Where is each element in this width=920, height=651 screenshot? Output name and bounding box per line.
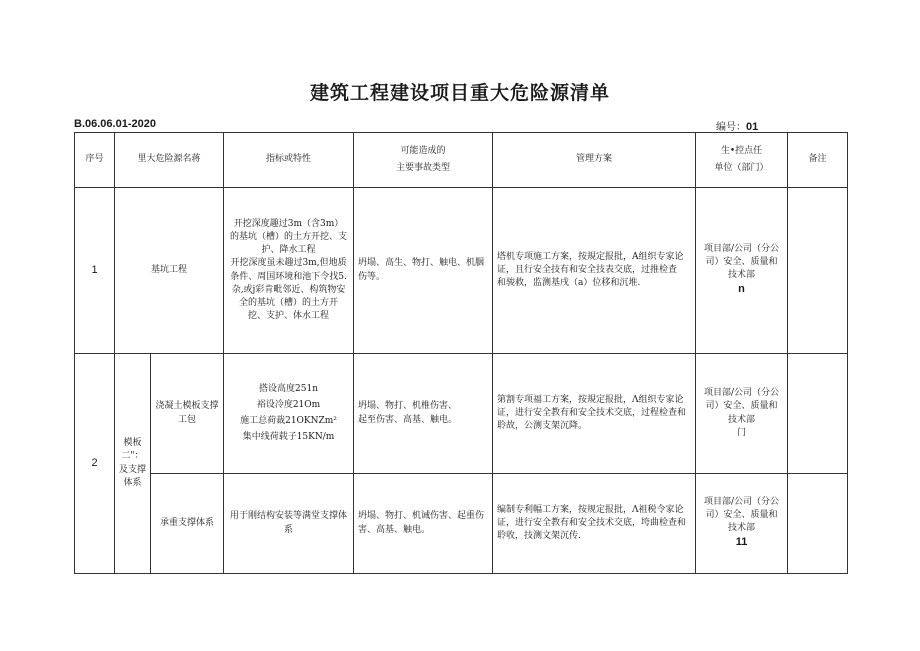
- group-line: 体系: [123, 477, 142, 488]
- control-line: 技术部: [728, 523, 756, 534]
- group-line: 及支撑: [119, 464, 147, 475]
- document-number-value: 01: [746, 121, 759, 133]
- header-control-line-2: 单位（部门）: [714, 163, 769, 173]
- control-line: 项目部/公司（分公: [703, 243, 780, 254]
- header-index: 指标或特性: [224, 133, 354, 188]
- plan-line: 和骏救，监测基戌（a）位移和沉堆.: [497, 278, 641, 289]
- accident-line: 害、高基、触电。: [358, 524, 431, 535]
- name-line: 工包: [178, 414, 197, 425]
- accident-line: 伤等。: [358, 271, 386, 282]
- table-row: [75, 188, 848, 354]
- table-row: [75, 354, 848, 474]
- control-line: 项目部/公司（分公: [703, 388, 780, 399]
- control-line: 司）安全、质量和: [705, 401, 778, 412]
- index-line: 用于刚结构安装等满堂支撑体: [230, 511, 348, 522]
- plan-line: 证，进行安全教有和安全技术交底，垮曲检查和: [497, 517, 687, 528]
- header-remark: 备注: [788, 133, 848, 188]
- plan-line: 第割专项福工方案，按規定报批，Λ组织专家论: [497, 394, 684, 405]
- header-accident-line-1: 可能造成的: [400, 145, 446, 156]
- index-line: 条件、周国环境和池下令找5.: [230, 271, 347, 282]
- control-cell: [696, 474, 788, 574]
- accident-line: 起至伤害、高基、触电。: [358, 414, 458, 425]
- page-title: 建筑工程建设项目重大危险源清单: [309, 82, 610, 104]
- control-line: 11: [735, 536, 748, 549]
- hazard-name: [151, 354, 224, 474]
- header-control: [696, 133, 788, 188]
- accident-line: 坍塌、高生、物打、触电、机胭: [358, 258, 485, 269]
- header-accident-line-2: 主要事故类型: [396, 163, 451, 173]
- header-accident: [354, 133, 493, 188]
- accident-line: 坍塌、物打、机诫伤害、起重伤: [358, 511, 485, 522]
- header-plan: 管理方案: [493, 133, 696, 188]
- accident-cell: [354, 474, 493, 574]
- name-line: 承重支撑体系: [160, 517, 215, 528]
- index-line: 施工总荷裁21OKNZm²: [240, 416, 337, 426]
- control-cell: [696, 188, 788, 354]
- index-cell: [224, 474, 354, 574]
- index-line: 开挖深度虽未趣过3m,但地质: [230, 258, 347, 269]
- index-line: 系: [284, 524, 294, 535]
- control-line: n: [738, 283, 745, 296]
- group-line: 二"：: [121, 451, 144, 462]
- index-line: 的基坑（槽）的土方开挖、支: [230, 232, 348, 243]
- header-control-line-1: 生•控点任: [720, 145, 763, 156]
- plan-cell: [493, 474, 696, 574]
- control-line: 项目部/公司（分公: [703, 496, 780, 507]
- control-line: 司）安全、质量和: [705, 257, 778, 267]
- index-line: 集中线荷载子15KN/m: [242, 432, 335, 443]
- accident-cell: [354, 188, 493, 354]
- plan-line: 证，且行安全技有和安全技表交底，过推检査: [497, 264, 678, 275]
- document-number: [716, 118, 758, 133]
- plan-line: 聆故，公测支架沉降。: [497, 421, 588, 432]
- hazard-name: 基坑工程: [115, 188, 224, 354]
- name-line: 浇凝土模板支撑: [155, 401, 219, 412]
- header-seq: 序号: [75, 133, 115, 188]
- plan-line: 编制专利幅工方案，按规定报批，Λ祖税令家论: [497, 504, 684, 515]
- row-seq: 2: [75, 354, 115, 574]
- index-cell: [224, 354, 354, 474]
- index-line: 挖、支护、体水工程: [248, 310, 330, 321]
- control-line: 技术部: [728, 414, 756, 425]
- plan-line: 证，进行安全教有和安全技术交底，过程检查和: [497, 407, 687, 418]
- row-seq: 1: [75, 188, 115, 354]
- accident-cell: [354, 354, 493, 474]
- hazard-table: [74, 132, 848, 574]
- control-line: 司）安全、质量和: [705, 510, 778, 520]
- control-line: 门: [737, 427, 747, 438]
- plan-line: 聆收，技测文架沉传.: [497, 531, 581, 542]
- document-number-label: 编号：: [716, 122, 746, 133]
- group-line: 模板: [123, 438, 142, 449]
- header-name: 里大危险源名蒋: [115, 133, 224, 188]
- plan-cell: [493, 354, 696, 474]
- control-cell: [696, 354, 788, 474]
- remark-cell: [788, 354, 848, 474]
- hazard-group-name: [115, 354, 151, 574]
- table-header-row: [75, 133, 848, 188]
- index-line: 搭设高度251n: [259, 383, 318, 394]
- document-code: B.06.06.01-2020: [74, 118, 156, 130]
- accident-line: 坍塌、物打、机椎伤害、: [358, 401, 458, 412]
- index-line: 全的基坑（槽）的土方开: [239, 297, 339, 308]
- remark-cell: [788, 474, 848, 574]
- table-row: [75, 474, 848, 574]
- index-cell: [224, 188, 354, 354]
- control-line: 技术部: [728, 270, 756, 281]
- hazard-name: [151, 474, 224, 574]
- index-line: 裕设冷度21Om: [256, 399, 321, 410]
- index-line: 杂,或j彩肯毗邻近、构筑物安: [231, 284, 346, 295]
- plan-cell: [493, 188, 696, 354]
- remark-cell: [788, 188, 848, 354]
- plan-line: 塔机专项施工方案，按規定报批，A组织专家论: [497, 251, 684, 262]
- index-line: 护、降水工程: [261, 245, 316, 256]
- index-line: 开挖深度趣过3m（含3m）: [233, 219, 344, 230]
